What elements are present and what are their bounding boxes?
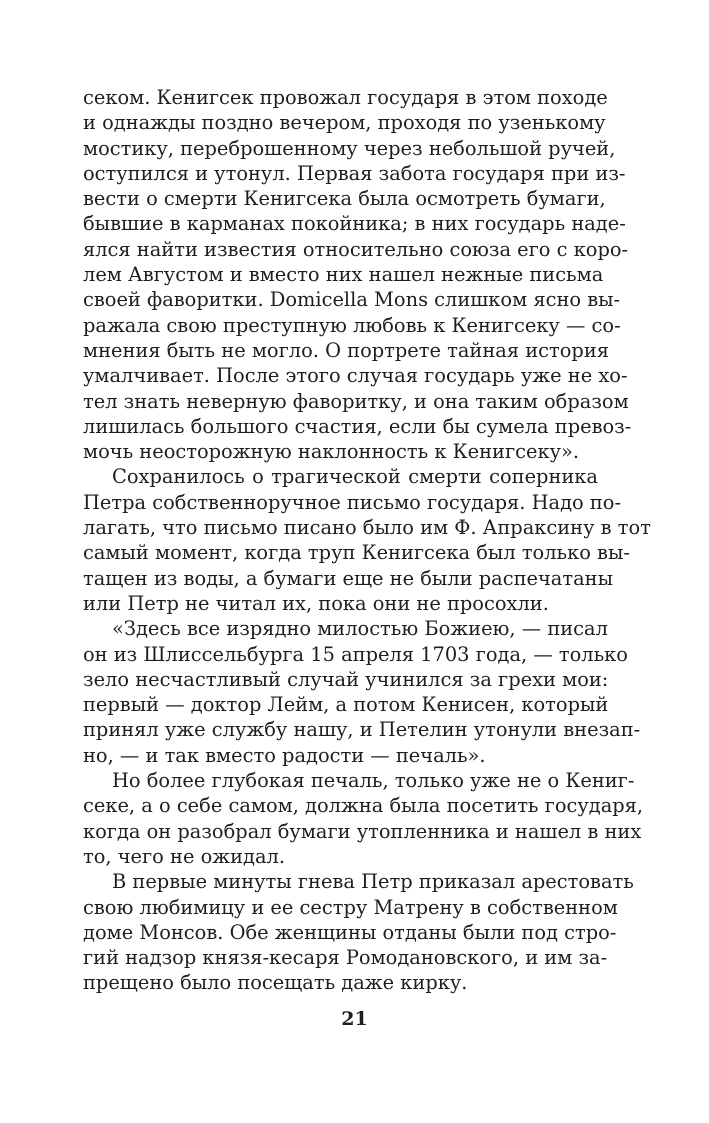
- text-line: умалчивает. После этого случая государь уже не хо-: [83, 364, 628, 388]
- text-line: он из Шлиссельбурга 15 апреля 1703 года, — только: [83, 642, 628, 666]
- text-line: мостику, переброшенному через небольшой ручей,: [83, 136, 616, 160]
- text-line: Но более глубокая печаль, только уже не о Кениг-: [112, 769, 635, 793]
- text-line: «Здесь все изрядно милостью Божиею, — писал: [112, 617, 608, 641]
- paragraph: [83, 464, 651, 616]
- text-line: ражала свою преступную любовь к Кенигсеку — со-: [83, 313, 621, 337]
- page-body: [83, 85, 651, 996]
- paragraph: [83, 85, 632, 464]
- text-line: тел знать неверную фаворитку, и она таким образом: [83, 389, 629, 413]
- text-line: бывшие в карманах покойника; в них государь наде-: [83, 212, 626, 236]
- text-line: секе, а о себе самом, должна была посетить государя,: [83, 794, 644, 818]
- text-line: принял уже службу нашу, и Петелин утонули внезап-: [83, 718, 641, 742]
- text-line: оступился и утонул. Первая забота государя при из-: [83, 161, 626, 185]
- text-line: лем Августом и вместо них нашел нежные письма: [83, 263, 604, 287]
- text-line: первый — доктор Лейм, а потом Кенисен, который: [83, 693, 609, 717]
- text-line: своей фаворитки. Domicella Mons слишком ясно вы-: [83, 288, 621, 312]
- text-line: мнения быть не могло. О портрете тайная история: [83, 338, 609, 362]
- text-line: доме Монсов. Обе женщины отданы были под стро-: [83, 920, 617, 944]
- text-line: свою любимицу и ее сестру Матрену в собственном: [83, 895, 618, 919]
- text-line: прещено было посещать даже кирку.: [83, 971, 468, 995]
- text-line: гий надзор князя-кесаря Ромодановского, и им за-: [83, 946, 608, 970]
- text-line: но, — и так вместо радости — печаль».: [83, 743, 486, 767]
- text-line: вести о смерти Кенигсека была осмотреть бумаги,: [83, 187, 606, 211]
- page-number: 21: [341, 1008, 368, 1030]
- text-line: Петра собственноручное письмо государя. Надо по-: [83, 490, 621, 514]
- text-line: В первые минуты гнева Петр приказал арестовать: [112, 870, 634, 894]
- text-line: тащен из воды, а бумаги еще не были распечатаны: [83, 566, 614, 590]
- paragraph: [83, 768, 644, 869]
- text-line: когда он разобрал бумаги утопленника и нашел в них: [83, 819, 642, 843]
- text-line: секом. Кенигсек провожал государя в этом походе: [83, 86, 608, 109]
- text-line: лишилась большого счастия, если бы сумела превоз-: [83, 414, 632, 438]
- text-line: или Петр не читал их, пока они не просохли.: [83, 591, 549, 615]
- text-line: и однажды поздно вечером, проходя по узенькому: [83, 111, 606, 135]
- paragraph: [83, 869, 634, 995]
- text-line: зело несчастливый случай учинился за грехи мои:: [83, 667, 609, 691]
- paragraph: [83, 616, 641, 768]
- text-line: то, чего не ожидал.: [83, 844, 286, 868]
- text-line: Сохранилось о трагической смерти соперника: [112, 465, 598, 489]
- text-line: лагать, что письмо писано было им Ф. Апраксину в тот: [83, 516, 651, 540]
- text-line: ялся найти известия относительно союза его с коро-: [83, 237, 629, 261]
- text-line: самый момент, когда труп Кенигсека был только вы-: [83, 541, 630, 565]
- text-line: мочь неосторожную наклонность к Кенигсеку».: [83, 440, 580, 464]
